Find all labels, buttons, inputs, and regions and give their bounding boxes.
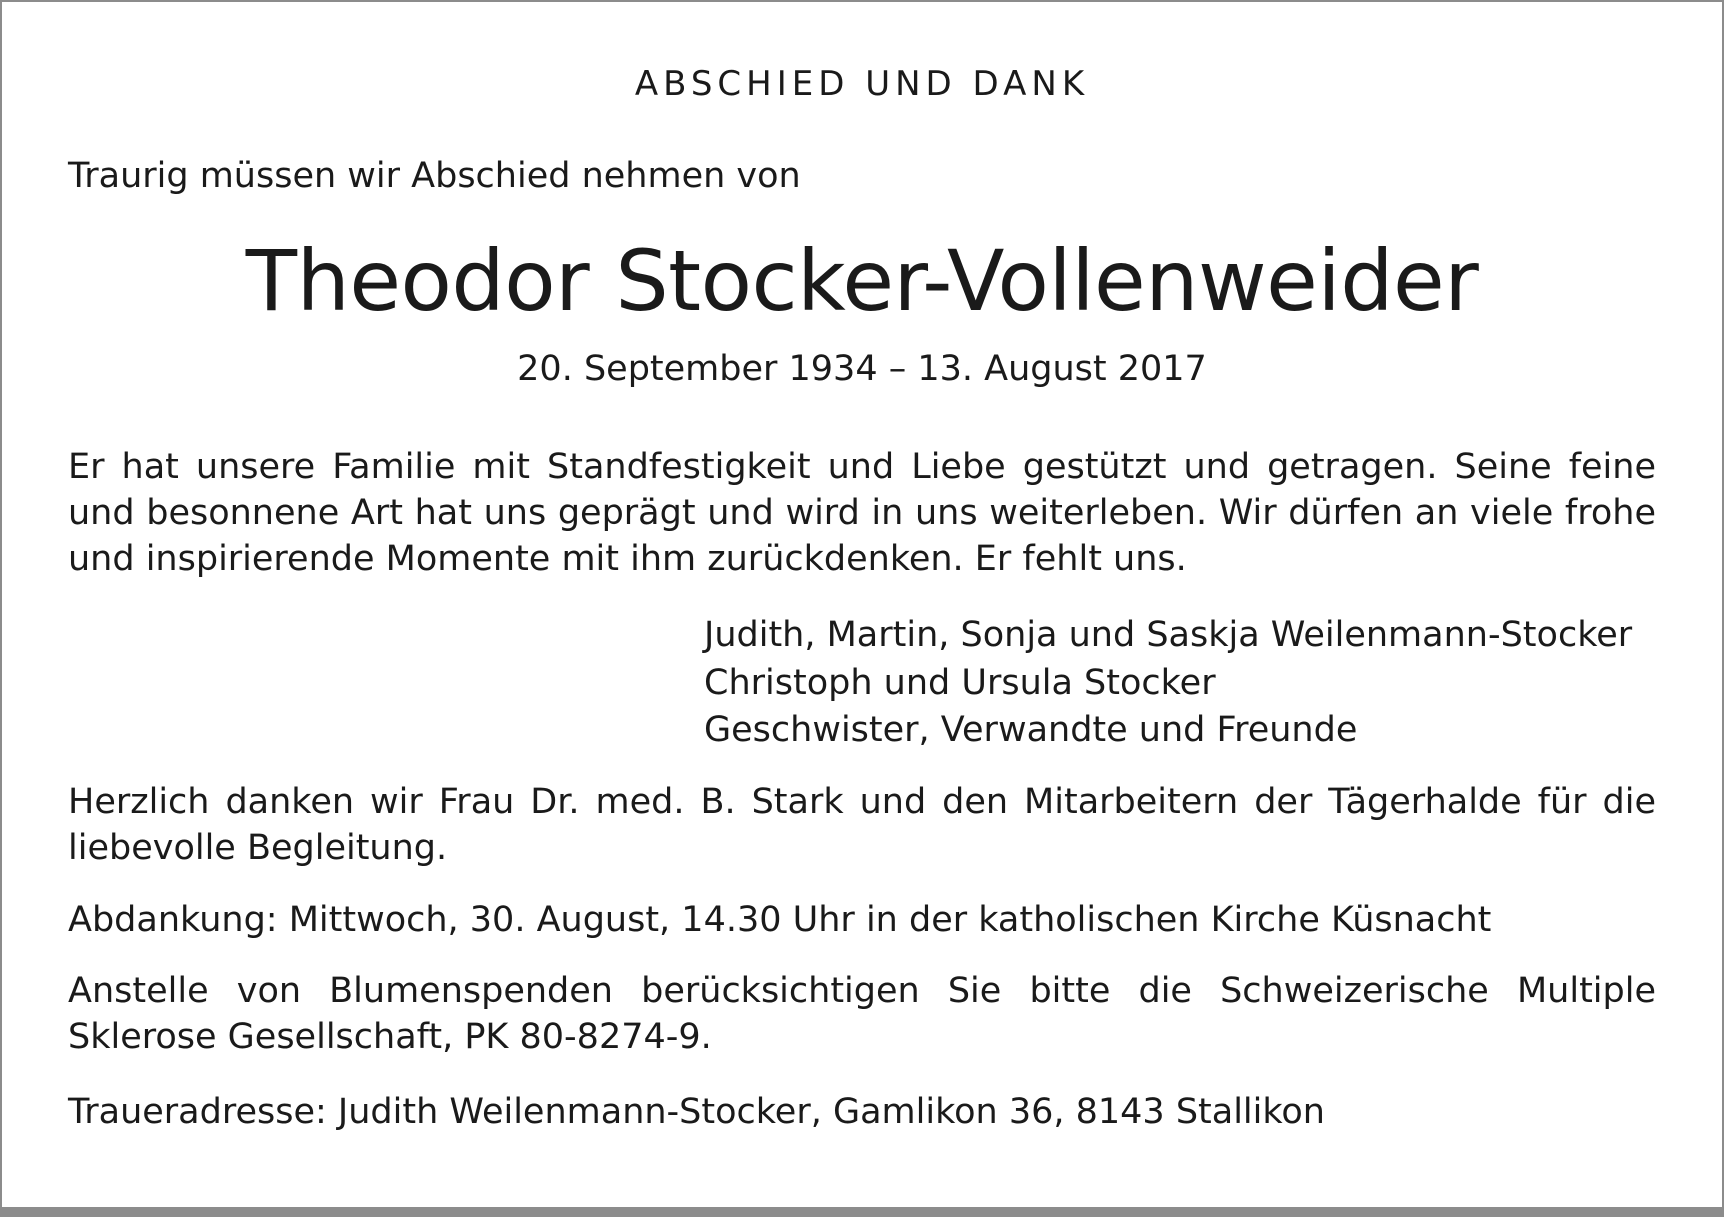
donation-paragraph: Anstelle von Blumenspenden berücksichtigen Sie bitte die Schweizerische Multiple Sklerose Gesellschaft, PK 80-8274-9.	[68, 971, 1656, 1057]
mourning-address: Traueradresse: Judith Weilenmann-Stocker, Gamlikon 36, 8143 Stallikon	[68, 1092, 1325, 1132]
thanks-paragraph: Herzlich danken wir Frau Dr. med. B. Stark und den Mitarbeitern der Tägerhalde für die liebevolle Begleitung.	[68, 782, 1656, 868]
intro-text: Traurig müssen wir Abschied nehmen von	[68, 156, 801, 196]
tribute-paragraph: Er hat unsere Familie mit Standfestigkeit und Liebe gestützt und getragen. Seine feine und besonnene Art hat uns geprägt und wird in uns weiterleben. Wir dürfen an viele frohe und inspirierende Momente mit ihm zurückdenken. Er fehlt uns.	[68, 447, 1656, 579]
mourners-list	[704, 612, 1632, 755]
mourner-line: Judith, Martin, Sonja und Saskja Weilenmann-Stocker	[704, 615, 1633, 655]
life-dates: 20. September 1934 – 13. August 2017	[517, 349, 1207, 389]
mourner-line: Geschwister, Verwandte und Freunde	[704, 710, 1358, 750]
deceased-name: Theodor Stocker-Vollenweider	[245, 232, 1479, 330]
mourner-line: Christoph und Ursula Stocker	[704, 662, 1216, 703]
service-info: Abdankung: Mittwoch, 30. August, 14.30 Uhr in der katholischen Kirche Küsnacht	[68, 900, 1492, 940]
notice-heading: ABSCHIED UND DANK	[634, 64, 1090, 104]
